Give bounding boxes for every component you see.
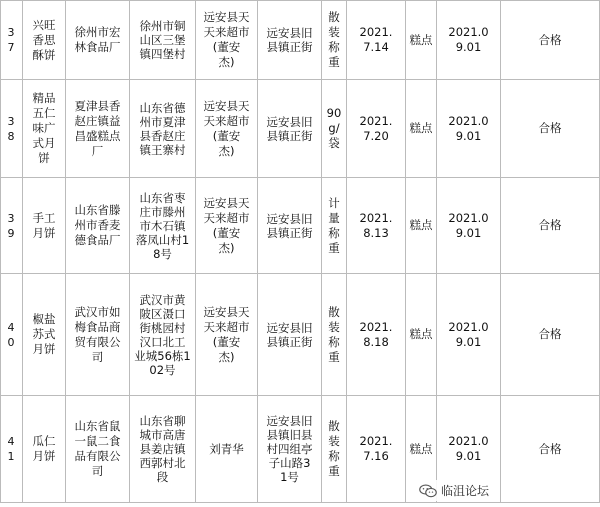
watermark-text: 临沮论坛 <box>440 484 489 498</box>
table-row <box>1 274 600 396</box>
producer-address: 徐州市铜 山区三堡 镇四堡村 <box>130 1 196 80</box>
specification: 散 装 称 重 <box>322 274 347 396</box>
seller-name: 刘青华 <box>196 396 258 503</box>
specification: 计 量 称 重 <box>322 178 347 274</box>
watermark <box>415 480 493 501</box>
production-date: 2021. 8.13 <box>347 178 406 274</box>
seller-address: 远安县旧 县镇正街 <box>258 178 322 274</box>
seller-name: 远安县天 天来超市 (董安 杰) <box>196 80 258 178</box>
producer-name: 山东省鼠 一鼠二食 品有限公 司 <box>66 396 130 503</box>
result: 合格 <box>501 396 600 503</box>
producer-name: 夏津县香 赵庄镇益 昌盛糕点 厂 <box>66 80 130 178</box>
category: 糕点 <box>406 80 437 178</box>
seller-address: 远安县旧 县镇旧县 村四组亭 子山路3 1号 <box>258 396 322 503</box>
table-row <box>1 396 600 503</box>
production-date: 2021. 7.20 <box>347 80 406 178</box>
result: 合格 <box>501 80 600 178</box>
producer-name: 山东省滕 州市香麦 德食品厂 <box>66 178 130 274</box>
seller-address: 远安县旧 县镇正街 <box>258 80 322 178</box>
production-date: 2021. 7.16 <box>347 396 406 503</box>
production-date: 2021. 7.14 <box>347 1 406 80</box>
seller-name: 远安县天 天来超市 (董安 杰) <box>196 1 258 80</box>
row-number: 3 7 <box>1 1 23 80</box>
result: 合格 <box>501 274 600 396</box>
product-name: 椒盐 苏式 月饼 <box>23 274 66 396</box>
inspection-date: 2021.0 9.01 <box>437 396 501 503</box>
seller-address: 远安县旧 县镇正街 <box>258 274 322 396</box>
inspection-date: 2021.0 9.01 <box>437 80 501 178</box>
product-name: 精品 五仁 味广 式月 饼 <box>23 80 66 178</box>
table-row <box>1 178 600 274</box>
inspection-date: 2021.0 9.01 <box>437 178 501 274</box>
result: 合格 <box>501 1 600 80</box>
producer-address: 山东省聊 城市高唐 县姜店镇 西郭村北 段 <box>130 396 196 503</box>
category: 糕点 <box>406 274 437 396</box>
specification: 散 装 称 重 <box>322 396 347 503</box>
product-name: 手工 月饼 <box>23 178 66 274</box>
inspection-date: 2021.0 9.01 <box>437 274 501 396</box>
inspection-date: 2021.0 9.01 <box>437 1 501 80</box>
wechat-icon <box>419 484 437 498</box>
row-number: 3 8 <box>1 80 23 178</box>
producer-address: 山东省德 州市夏津 县香赵庄 镇王寨村 <box>130 80 196 178</box>
result: 合格 <box>501 178 600 274</box>
category: 糕点 <box>406 1 437 80</box>
row-number: 4 1 <box>1 396 23 503</box>
producer-name: 徐州市宏 林食品厂 <box>66 1 130 80</box>
specification: 散 装 称 重 <box>322 1 347 80</box>
category: 糕点 <box>406 178 437 274</box>
producer-name: 武汉市如 梅食品商 贸有限公 司 <box>66 274 130 396</box>
table-row <box>1 1 600 80</box>
product-name: 瓜仁 月饼 <box>23 396 66 503</box>
seller-address: 远安县旧 县镇正街 <box>258 1 322 80</box>
seller-name: 远安县天 天来超市 (董安 杰) <box>196 178 258 274</box>
producer-address: 武汉市黄 陂区滠口 街桃园村 汉口北工 业城56栋1 02号 <box>130 274 196 396</box>
production-date: 2021. 8.18 <box>347 274 406 396</box>
specification: 90 g/ 袋 <box>322 80 347 178</box>
row-number: 4 0 <box>1 274 23 396</box>
producer-address: 山东省枣 庄市滕州 市木石镇 落凤山村1 8号 <box>130 178 196 274</box>
category: 糕点 <box>406 396 437 503</box>
table-row <box>1 80 600 178</box>
row-number: 3 9 <box>1 178 23 274</box>
seller-name: 远安县天 天来超市 (董安 杰) <box>196 274 258 396</box>
product-name: 兴旺 香思 酥饼 <box>23 1 66 80</box>
